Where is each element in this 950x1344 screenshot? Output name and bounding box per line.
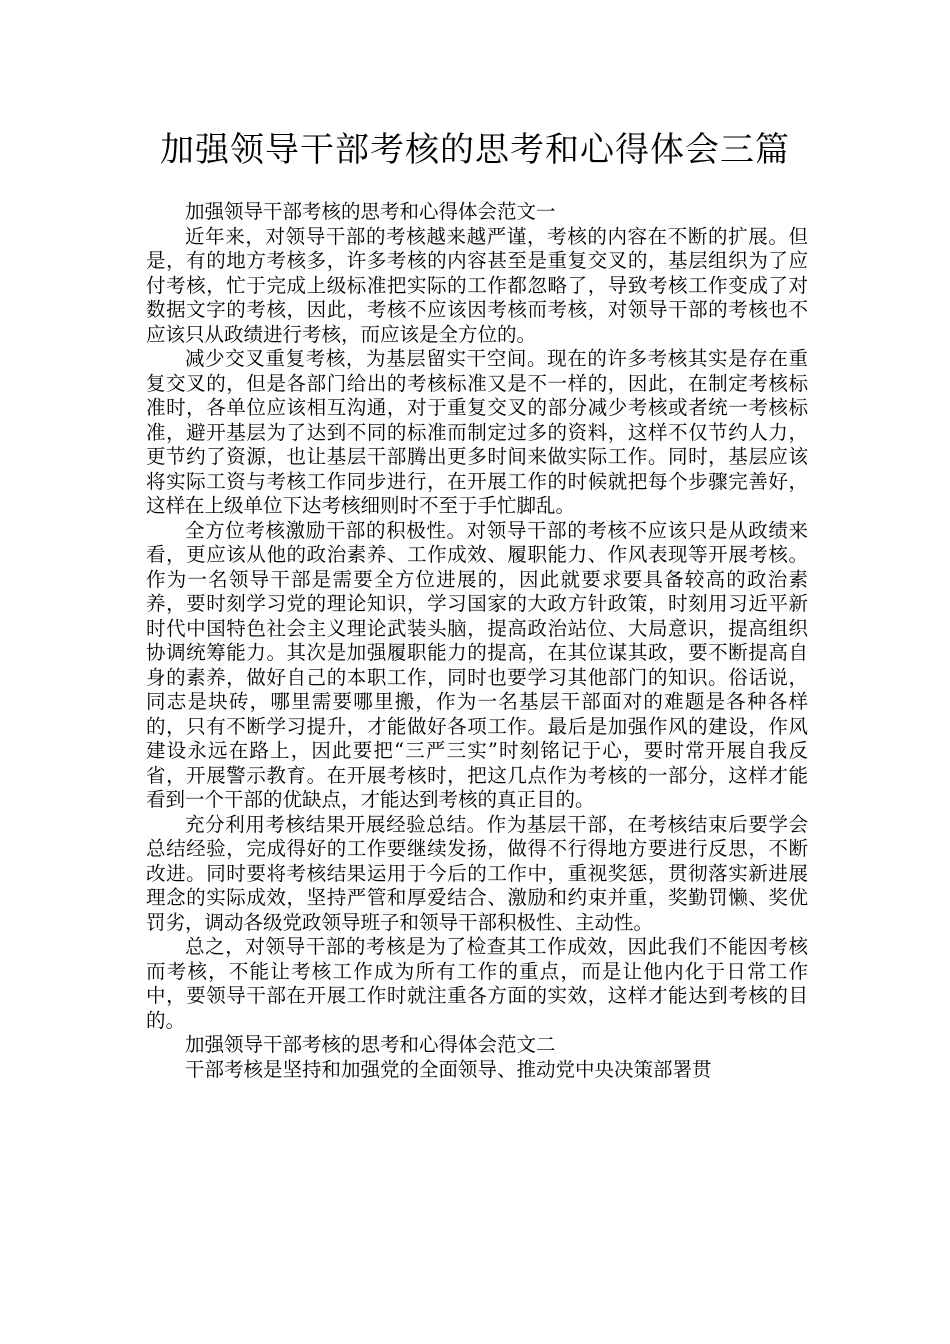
paragraph: 减少交叉重复考核，为基层留实干空间。现在的许多考核其实是存在重复交叉的，但是各部门给出的考核标准又是不一样的，因此，在制定考核标准时，各单位应该相互沟通，对于重复交叉的部分减少考核或者统一考核标准，避开基层为了达到不同的标准而制定过多的资料，这样不仅节约人力，更节约了资源，也让基层干部腾出更多时间来做实际工作。同时，基层应该将实际工资与考核工作同步进行，在开展工作的时候就把每个步骤完善好，这样在上级单位下达考核细则时不至于手忙脚乱。	[146, 347, 808, 517]
paragraph: 总之，对领导干部的考核是为了检查其工作成效，因此我们不能因考核而考核，不能让考核工作成为所有工作的重点，而是让他内化于日常工作中，要领导干部在开展工作时就注重各方面的实效，这样才能达到考核的目的。	[146, 935, 808, 1032]
paragraph: 全方位考核激励干部的积极性。对领导干部的考核不应该只是从政绩来看，更应该从他的政治素养、工作成效、履职能力、作风表现等开展考核。作为一名领导干部是需要全方位进展的，因此就要求要具备较高的政治素养，要时刻学习党的理论知识，学习国家的大政方针政策，时刻用习近平新时代中国特色社会主义理论武装头脑，提高政治站位、大局意识，提高组织协调统筹能力。其次是加强履职能力的提高，在其位谋其政，要不断提高自身的素养，做好自己的本职工作，同时也要学习其他部门的知识。俗话说，同志是块砖，哪里需要哪里搬，作为一名基层干部面对的难题是各种各样的，只有不断学习提升，才能做好各项工作。最后是加强作风的建设，作风建设永远在路上，因此要把“三严三实”时刻铭记于心，要时常开展自我反省，开展警示教育。在开展考核时，把这几点作为考核的一部分，这样才能看到一个干部的优缺点，才能达到考核的真正目的。	[146, 518, 808, 811]
paragraph: 近年来，对领导干部的考核越来越严谨，考核的内容在不断的扩展。但是，有的地方考核多，许多考核的内容甚至是重复交叉的，基层组织为了应付考核，忙于完成上级标准把实际的工作都忽略了，导致考核工作变成了对数据文字的考核，因此，考核不应该因考核而考核，对领导干部的考核也不应该只从政绩进行考核，而应该是全方位的。	[146, 224, 808, 346]
document-body	[146, 200, 808, 1082]
section-heading-1: 加强领导干部考核的思考和心得体会范文一	[185, 200, 556, 223]
paragraph: 充分利用考核结果开展经验总结。作为基层干部，在考核结束后要学会总结经验，完成得好的工作要继续发扬，做得不行得地方要进行反思，不断改进。同时要将考核结果运用于今后的工作中，重视奖惩，贯彻落实新进展理念的实际成效，坚持严管和厚爱结合、激励和约束并重，奖勤罚懒、奖优罚劣，调动各级党政领导班子和领导干部积极性、主动性。	[146, 812, 808, 934]
section-heading-2: 加强领导干部考核的思考和心得体会范文二	[185, 1033, 556, 1056]
paragraph: 干部考核是坚持和加强党的全面领导、推动党中央决策部署贯	[185, 1057, 712, 1081]
document-title: 加强领导干部考核的思考和心得体会三篇	[160, 130, 790, 170]
